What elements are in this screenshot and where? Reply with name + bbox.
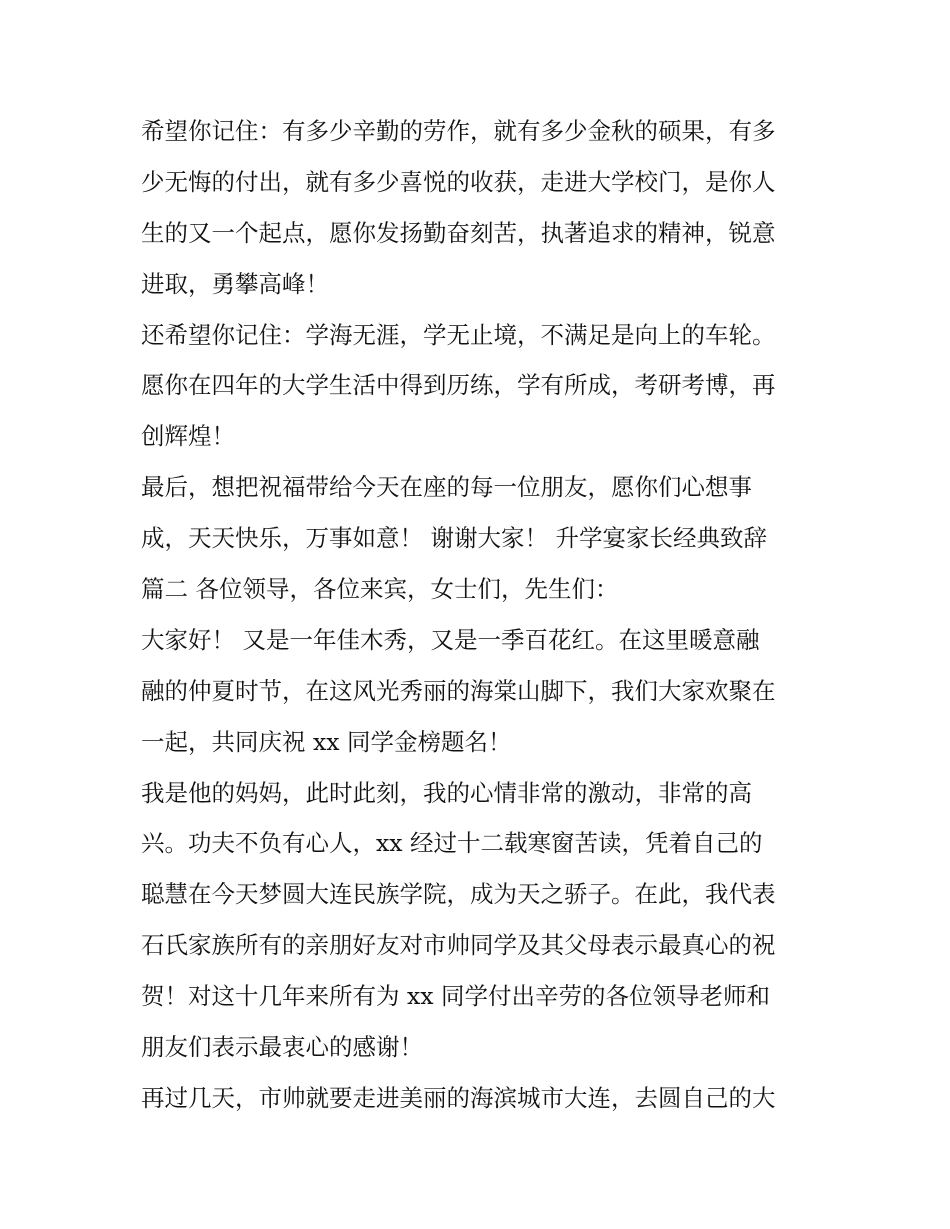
text-line: 希望你记住：有多少辛勤的劳作，就有多少金秋的硕果，有多 [141, 117, 776, 145]
text-line: 创辉煌！ [141, 422, 235, 451]
text-line: 贺！对这十几年来所有为 xx 同学付出辛劳的各位领导老师和 [141, 982, 770, 1011]
text-line: 生的又一个起点，愿你发扬勤奋刻苦，执著追求的精神，锐意 [141, 218, 776, 247]
text-line: 融的仲夏时节，在这风光秀丽的海棠山脚下，我们大家欢聚在 [141, 676, 776, 705]
text-line: 再过几天，市帅就要走进美丽的海滨城市大连，去圆自己的大 [141, 1083, 776, 1112]
text-line: 大家好！ 又是一年佳木秀，又是一季百花红。在这里暖意融 [141, 625, 760, 654]
text-line: 最后，想把祝福带给今天在座的每一位朋友，愿你们心想事 [141, 473, 752, 502]
text-line: 兴。功夫不负有心人，xx 经过十二载寒窗苦读，凭着自己的 [141, 829, 763, 858]
document-body-text [141, 106, 821, 1124]
text-line: 朋友们表示最衷心的感谢！ [141, 1033, 423, 1062]
text-line: 我是他的妈妈，此时此刻，我的心情非常的激动，非常的高 [141, 778, 752, 807]
text-line: 愿你在四年的大学生活中得到历练，学有所成，考研考博，再 [141, 371, 776, 400]
text-line: 还希望你记住：学海无涯，学无止境，不满足是向上的车轮。 [141, 320, 776, 349]
text-line: 成，天天快乐，万事如意！ 谢谢大家！ 升学宴家长经典致辞 [141, 524, 767, 553]
text-line: 石氏家族所有的亲朋好友对市帅同学及其父母表示最真心的祝 [141, 931, 776, 960]
text-line: 进取，勇攀高峰！ [141, 269, 329, 298]
text-line: 聪慧在今天梦圆大连民族学院，成为天之骄子。在此，我代表 [141, 880, 776, 909]
text-line: 一起，共同庆祝 xx 同学金榜题名！ [141, 727, 512, 756]
text-line: 少无悔的付出，就有多少喜悦的收获，走进大学校门，是你人 [141, 167, 776, 196]
text-line: 篇二 各位领导，各位来宾，女士们，先生们： [141, 575, 619, 604]
